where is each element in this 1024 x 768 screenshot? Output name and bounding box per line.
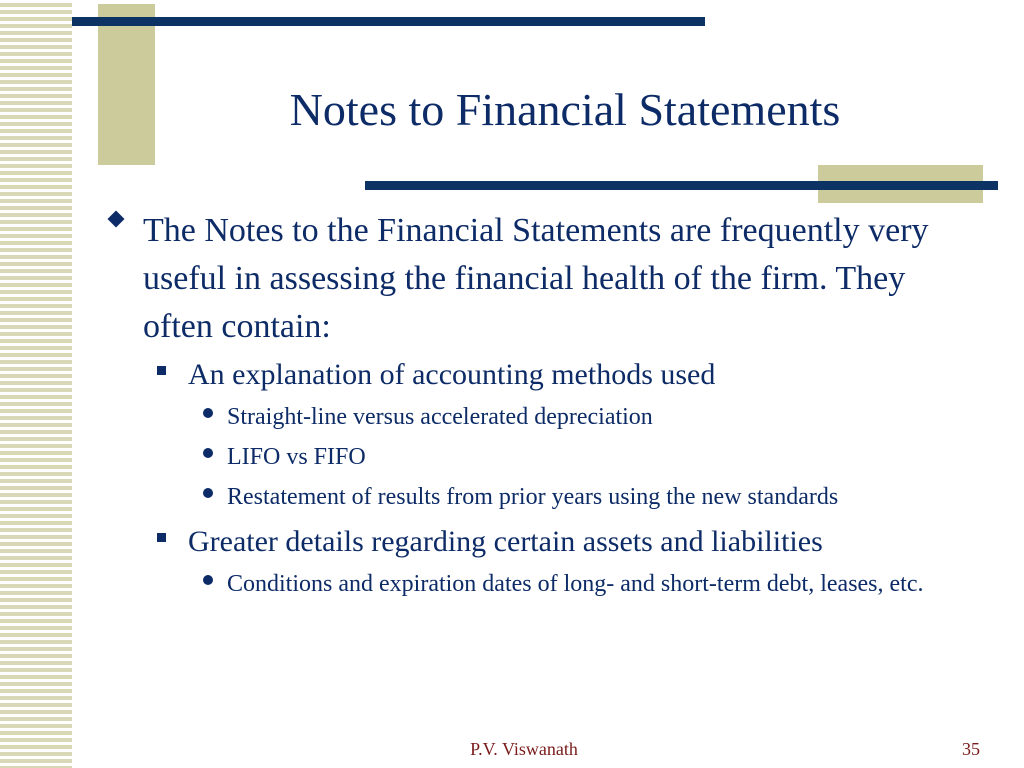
list-item: Straight-line versus accelerated depreciation [227, 404, 653, 430]
sub-bullet-accounting-methods: An explanation of accounting methods used [188, 358, 716, 391]
dot-bullet-icon [203, 448, 213, 458]
slide-title: Notes to Financial Statements [289, 84, 841, 135]
square-bullet-icon [157, 366, 166, 375]
diamond-bullet-icon [108, 211, 125, 228]
main-bullet-text: The Notes to the Financial Statements are frequently very useful in assessing the financial health of the firm. They often contain: [143, 212, 929, 345]
list-item: Restatement of results from prior years using the new standards [227, 484, 839, 510]
square-bullet-icon [157, 533, 166, 542]
list-item: LIFO vs FIFO [227, 444, 366, 470]
page-number: 35 [962, 739, 980, 759]
dot-bullet-icon [203, 488, 213, 498]
footer-author: P.V. Viswanath [470, 739, 578, 759]
sub-bullet-assets-liabilities: Greater details regarding certain assets and liabilities [188, 525, 823, 558]
list-item: Conditions and expiration dates of long- and short-term debt, leases, etc. [227, 571, 924, 597]
dot-bullet-icon [203, 408, 213, 418]
dot-bullet-icon [203, 575, 213, 585]
